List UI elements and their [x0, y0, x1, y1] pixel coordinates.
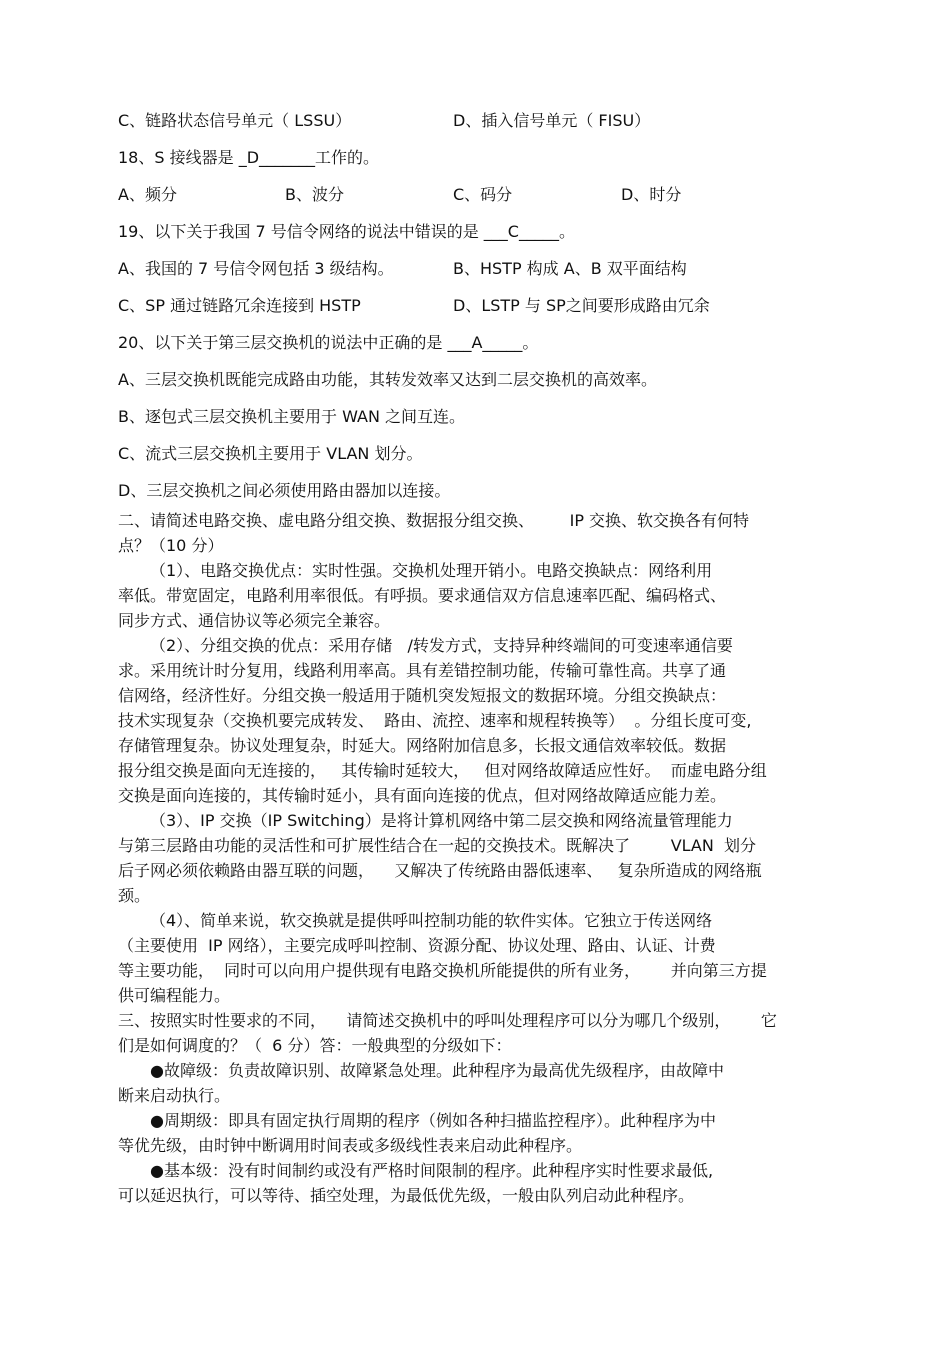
paragraph-softswitch-line: （4）、简单来说，软交换就是提供呼叫控制功能的软件实体。它独立于传送网络 — [150, 911, 713, 930]
q17-option-c: C、链路状态信号单元（ LSSU） — [118, 111, 352, 130]
paragraph-softswitch-line: 等主要功能， 同时可以向用户提供现有电路交换机所能提供的所有业务， 并向第三方提 — [118, 961, 767, 980]
paragraph-packet-line: 信网络，经济性好。分组交换一般适用于随机突发短报文的数据环境。分组交换缺点： — [118, 686, 727, 705]
q19-stem: 19、以下关于我国 7 号信令网络的说法中错误的是 ___C_____。 — [118, 222, 575, 241]
paragraph-ip-switching-line: （3）、IP 交换（IP Switching）是将计算机网络中第二层交换和网络流量管理能力 — [150, 811, 733, 830]
q19-options-cd — [118, 293, 840, 319]
paragraph-softswitch-line: 供可编程能力。 — [118, 986, 231, 1005]
bullet-basic-level: ●基本级：没有时间制约或没有严格时间限制的程序。此种程序实时性要求最低, — [150, 1161, 714, 1180]
document-page — [118, 108, 840, 1208]
q18-options — [118, 182, 840, 208]
q20-option-c: C、流式三层交换机主要用于 VLAN 划分。 — [118, 444, 423, 463]
section-2-title-cont: 点？（10 分） — [118, 536, 224, 555]
paragraph-ip-switching-line: 后子网必须依赖路由器互联的问题， 又解决了传统路由器低速率、 复杂所造成的网络瓶 — [118, 861, 762, 880]
section-3-title: 三、按照实时性要求的不同， 请简述交换机中的呼叫处理程序可以分为哪几个级别， 它 — [118, 1011, 777, 1030]
q20-option-d: D、三层交换机之间必须使用路由器加以连接。 — [118, 481, 451, 500]
q18-option-d: D、时分 — [621, 185, 682, 204]
q18-stem: 18、S 接线器是 _D_______工作的。 — [118, 148, 380, 167]
q18-option-c: C、码分 — [453, 185, 513, 204]
section-2-title: 二、请简述电路交换、虚电路分组交换、数据报分组交换、 IP 交换、软交换各有何特 — [118, 511, 750, 530]
q18-option-a: A、频分 — [118, 185, 177, 204]
paragraph-ip-switching-line: 颈。 — [118, 886, 151, 905]
paragraph-ip-switching-line: 与第三层路由功能的灵活性和可扩展性结合在一起的交换技术。既解决了 VLAN 划分 — [118, 836, 757, 855]
bullet-fault-level: ●故障级：负责故障识别、故障紧急处理。此种程序为最高优先级程序，由故障中 — [150, 1061, 724, 1080]
paragraph-packet-line: 存储管理复杂。协议处理复杂，时延大。网络附加信息多，长报文通信效率较低。数据 — [118, 736, 727, 755]
paragraph-circuit-line: 率低。带宽固定，电路利用率很低。有呼损。要求通信双方信息速率匹配、编码格式、 — [118, 586, 727, 605]
paragraph-circuit-line: （1）、电路交换优点：实时性强。交换机处理开销小。电路交换缺点：网络利用 — [150, 561, 713, 580]
paragraph-packet-line: 技术实现复杂（交换机要完成转发、 路由、流控、速率和规程转换等） 。分组长度可变, — [118, 711, 752, 730]
q19-option-c: C、SP 通过链路冗余连接到 HSTP — [118, 296, 361, 315]
bullet-periodic-level: ●周期级：即具有固定执行周期的程序（例如各种扫描监控程序）。此种程序为中 — [150, 1111, 716, 1130]
bullet-fault-level-cont: 断来启动执行。 — [118, 1086, 231, 1105]
q19-option-d: D、LSTP 与 SP之间要形成路由冗余 — [453, 296, 710, 315]
q18-option-b: B、波分 — [285, 185, 344, 204]
section-3-title-cont: 们是如何调度的？（ 6 分）答：一般典型的分级如下： — [118, 1036, 512, 1055]
paragraph-packet-line: 交换是面向连接的，其传输时延小，具有面向连接的优点，但对网络故障适应能力差。 — [118, 786, 727, 805]
q19-option-b: B、HSTP 构成 A、B 双平面结构 — [453, 259, 687, 278]
q17-option-d: D、插入信号单元（ FISU） — [453, 111, 651, 130]
paragraph-packet-line: （2）、分组交换的优点：采用存储 /转发方式，支持异种终端间的可变速率通信要 — [150, 636, 733, 655]
q19-option-a: A、我国的 7 号信令网包括 3 级结构。 — [118, 259, 394, 278]
paragraph-circuit-line: 同步方式、通信协议等必须完全兼容。 — [118, 611, 391, 630]
q17-options-cd — [118, 108, 840, 134]
bullet-basic-level-cont: 可以延迟执行，可以等待、插空处理，为最低优先级，一般由队列启动此种程序。 — [118, 1186, 695, 1205]
q20-stem: 20、以下关于第三层交换机的说法中正确的是 ___A_____。 — [118, 333, 539, 352]
paragraph-packet-line: 求。采用统计时分复用，线路利用率高。具有差错控制功能，传输可靠性高。共享了通 — [118, 661, 727, 680]
bullet-periodic-level-cont: 等优先级，由时钟中断调用时间表或多级线性表来启动此种程序。 — [118, 1136, 583, 1155]
section-2 — [118, 508, 840, 1008]
q19-options-ab — [118, 256, 840, 282]
q20-option-a: A、三层交换机既能完成路由功能，其转发效率又达到二层交换机的高效率。 — [118, 370, 657, 389]
q20-option-b: B、逐包式三层交换机主要用于 WAN 之间互连。 — [118, 407, 466, 426]
paragraph-softswitch-line: （主要使用 IP 网络），主要完成呼叫控制、资源分配、协议处理、路由、认证、计费 — [118, 936, 716, 955]
paragraph-packet-line: 报分组交换是面向无连接的， 其传输时延较大， 但对网络故障适应性好。 而虚电路分组 — [118, 761, 767, 780]
section-3 — [118, 1008, 840, 1208]
